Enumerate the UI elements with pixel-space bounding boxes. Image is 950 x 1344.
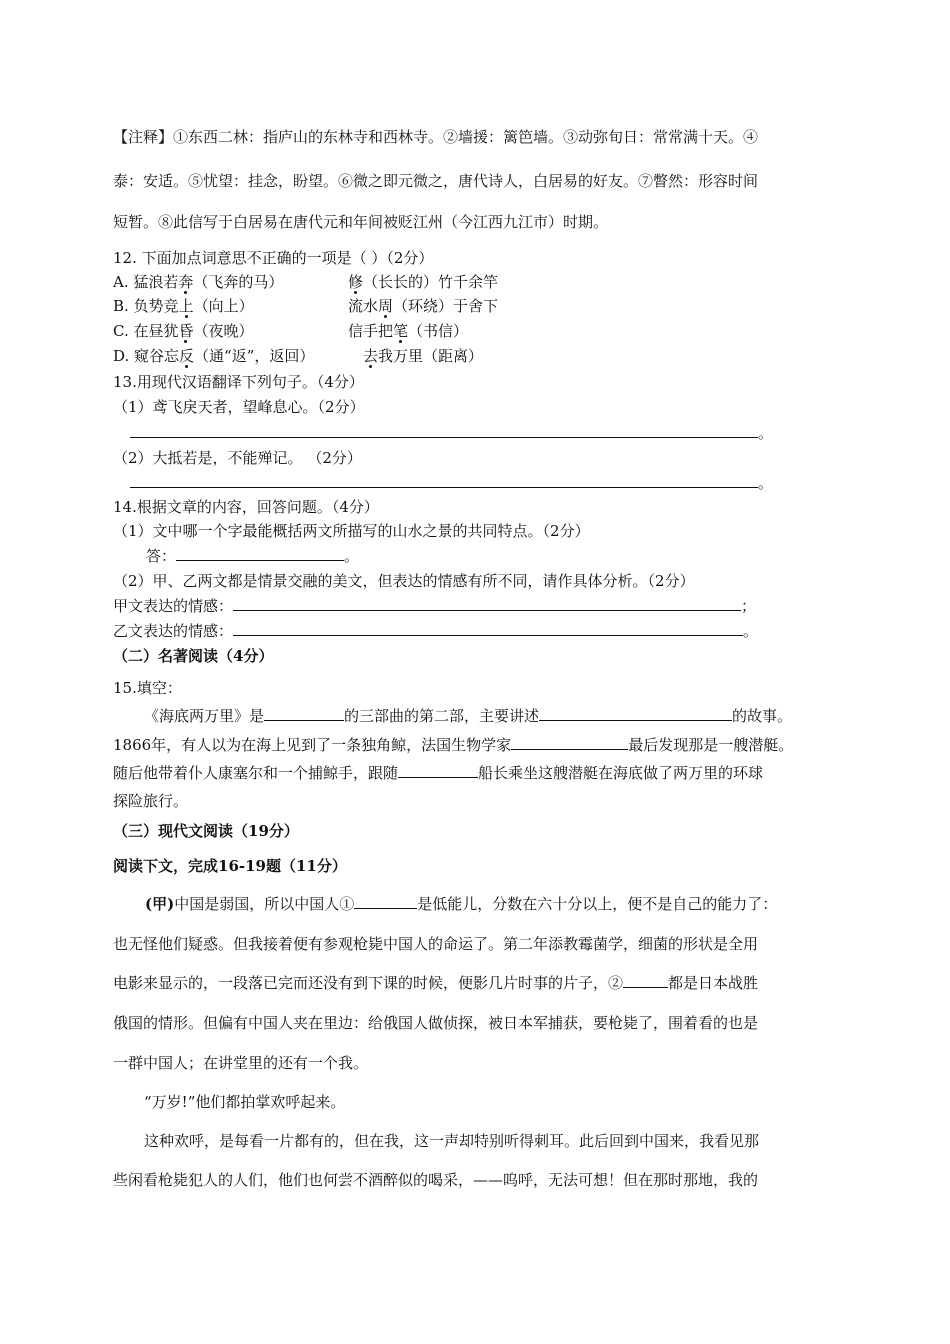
q12-option-a: A. 猛浪若奔（飞奔的马） 修（长长的）竹千余竿 — [113, 273, 499, 291]
q15-line-2: 1866年，有人以为在海上见到了一条独角鲸，法国生物学家 最后发现那是一艘潜艇。 — [113, 736, 794, 754]
q13-sentence-2: （2）大抵若是，不能殚记。 （2分） — [113, 449, 362, 467]
dotted-word: 周 — [378, 297, 394, 315]
notes-line-1: 【注释】①东西二林：指庐山的东林寺和西林寺。②墙援：篱笆墙。③动弥旬日：常常满十天。④ — [113, 128, 759, 146]
q12-option-b: B. 负势竞上（向上） 流水周（环绕）于舍下 — [113, 297, 499, 315]
q14-stem: 14.根据文章的内容，回答问题。（4分） — [113, 498, 379, 516]
q12-option-d: D. 窥谷忘反（通“返”，返回） 去我万里（距离） — [113, 347, 484, 365]
q15-line-4: 探险旅行。 — [113, 792, 189, 810]
dotted-word: 修 — [348, 273, 364, 291]
passage-line-6: “万岁!”他们都拍掌欢呼起来。 — [144, 1093, 346, 1111]
dotted-word: 奔 — [178, 273, 194, 291]
dotted-word: 上 — [178, 297, 194, 315]
q15-stem: 15.填空： — [113, 679, 182, 697]
q15-line-1: 《海底两万里》是 的三部曲的第二部，主要讲述 的故事。 — [144, 707, 793, 725]
q14-yi-line[interactable]: 乙文表达的情感： 。 — [113, 622, 759, 640]
dotted-word: 去 — [363, 347, 379, 365]
section-2-heading: （二）名著阅读（4分） — [113, 647, 274, 665]
passage-line-4: 俄国的情形。但偏有中国人夹在里边：给俄国人做侦探，被日本军捕获，要枪毙了，围着看的也是 — [113, 1014, 759, 1032]
notes-line-2: 泰：安适。⑤忧望：挂念，盼望。⑥微之即元微之，唐代诗人，白居易的好友。⑦瞥然：形容时间 — [113, 172, 759, 190]
q14-sub-2: （2）甲、乙两文都是情景交融的美文，但表达的情感有所不同，请作具体分析。（2分） — [113, 572, 695, 590]
blank[interactable] — [264, 706, 344, 721]
passage-line-5: 一群中国人；在讲堂里的还有一个我。 — [113, 1054, 369, 1072]
dotted-word: 笔 — [393, 322, 409, 340]
dotted-word: 昏 — [178, 322, 194, 340]
q12-option-c: C. 在昼犹昏（夜晚） 信手把笔（书信） — [113, 322, 469, 340]
section-3-heading: （三）现代文阅读（19分） — [113, 822, 299, 840]
section-3-subheading: 阅读下文，完成16-19题（11分） — [113, 857, 347, 875]
q15-line-3: 随后他带着仆人康塞尔和一个捕鲸手，跟随 船长乘坐这艘潜艇在海底做了两万里的环球 — [113, 764, 764, 782]
q14-answer-line[interactable]: 答： 。 — [146, 547, 360, 565]
q14-sub-1: （1）文中哪一个字最能概括两文所描写的山水之景的共同特点。（2分） — [113, 522, 590, 540]
q13-answer-line-2[interactable]: 。 — [130, 473, 773, 493]
q13-sentence-1: （1）鸢飞戾天者，望峰息心。（2分） — [113, 398, 365, 416]
passage-line-3: 电影来显示的，一段落已完而还没有到下课的时候，便影几片时事的片子，② 都是日本战胜 — [113, 974, 759, 992]
q13-answer-line-1[interactable]: 。 — [130, 423, 773, 443]
blank[interactable] — [354, 894, 417, 909]
passage-line-2: 也无怪他们疑惑。但我接着便有参观枪毙中国人的命运了。第二年添教霉菌学，细菌的形状是全用 — [113, 935, 759, 953]
passage-line-1: (甲)中国是弱国，所以中国人① 是低能儿，分数在六十分以上，便不是自己的能力了： — [145, 895, 778, 913]
q13-stem: 13.用现代汉语翻译下列句子。（4分） — [113, 373, 364, 391]
blank[interactable] — [539, 706, 732, 721]
q14-jia-line[interactable]: 甲文表达的情感： ； — [113, 597, 757, 615]
dotted-word: 反 — [179, 347, 195, 365]
blank[interactable] — [623, 973, 668, 988]
blank[interactable] — [398, 763, 478, 778]
passage-line-7: 这种欢呼，是每看一片都有的，但在我，这一声却特别听得刺耳。此后回到中国来，我看见那 — [144, 1132, 760, 1150]
q12-stem: 12. 下面加点词意思不正确的一项是（ ）（2分） — [113, 249, 434, 267]
passage-line-8: 些闲看枪毙犯人的人们，他们也何尝不酒醉似的喝采，——呜呼，无法可想！但在那时那地，我的 — [113, 1171, 759, 1189]
notes-line-3: 短暂。⑧此信写于白居易在唐代元和年间被贬江州（今江西九江市）时期。 — [113, 213, 609, 231]
blank[interactable] — [511, 735, 628, 750]
